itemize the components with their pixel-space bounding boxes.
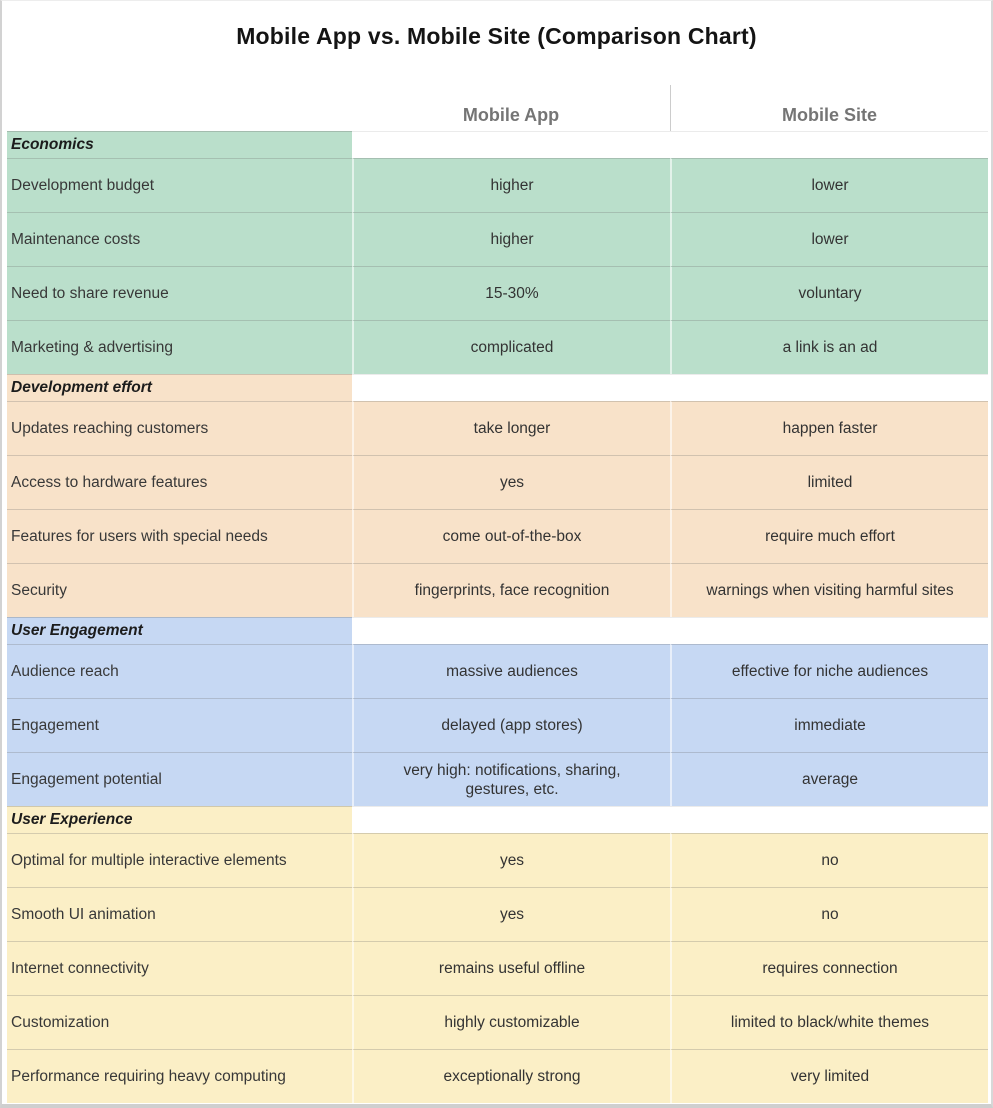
section-name-cell: Development effort — [7, 374, 352, 401]
site-value-cell: a link is an ad — [670, 320, 988, 374]
row-label-cell: Performance requiring heavy computing — [7, 1049, 352, 1103]
row-label-cell: Customization — [7, 995, 352, 1049]
table-row — [7, 833, 988, 887]
app-value-cell: take longer — [352, 401, 670, 455]
table-row — [7, 563, 988, 617]
site-value-cell: average — [670, 752, 988, 806]
row-label-cell: Access to hardware features — [7, 455, 352, 509]
site-value-cell: warnings when visiting harmful sites — [670, 563, 988, 617]
site-value-cell: no — [670, 833, 988, 887]
row-label-cell: Engagement potential — [7, 752, 352, 806]
row-label-cell: Internet connectivity — [7, 941, 352, 995]
site-value-cell: limited — [670, 455, 988, 509]
section-filler-cell — [670, 806, 988, 833]
app-value-cell: higher — [352, 212, 670, 266]
row-label-cell: Optimal for multiple interactive elements — [7, 833, 352, 887]
section-filler-cell — [352, 131, 670, 158]
site-value-cell: no — [670, 887, 988, 941]
app-value-cell: fingerprints, face recognition — [352, 563, 670, 617]
app-value-cell: yes — [352, 887, 670, 941]
table-row — [7, 752, 988, 806]
app-value-cell: massive audiences — [352, 644, 670, 698]
app-value-cell: highly customizable — [352, 995, 670, 1049]
row-label-cell: Development budget — [7, 158, 352, 212]
row-label-cell: Updates reaching customers — [7, 401, 352, 455]
site-value-cell: requires connection — [670, 941, 988, 995]
app-value-cell: very high: notifications, sharing, gestures, etc. — [352, 752, 670, 806]
site-value-cell: immediate — [670, 698, 988, 752]
section-name-cell: User Experience — [7, 806, 352, 833]
site-value-cell: limited to black/white themes — [670, 995, 988, 1049]
section-filler-cell — [352, 806, 670, 833]
row-label-cell: Security — [7, 563, 352, 617]
row-label-cell: Need to share revenue — [7, 266, 352, 320]
section-header-row — [7, 131, 988, 158]
table-row — [7, 158, 988, 212]
table-row — [7, 887, 988, 941]
app-value-cell: delayed (app stores) — [352, 698, 670, 752]
section-filler-cell — [352, 374, 670, 401]
row-label-cell: Features for users with special needs — [7, 509, 352, 563]
row-label-cell: Engagement — [7, 698, 352, 752]
app-value-cell: yes — [352, 455, 670, 509]
row-label-cell: Maintenance costs — [7, 212, 352, 266]
section-filler-cell — [670, 131, 988, 158]
column-header-empty-cell — [7, 85, 352, 131]
table-row — [7, 266, 988, 320]
table-row — [7, 995, 988, 1049]
app-value-cell: 15-30% — [352, 266, 670, 320]
section-filler-cell — [670, 374, 988, 401]
site-value-cell: voluntary — [670, 266, 988, 320]
table-row — [7, 509, 988, 563]
table-row — [7, 698, 988, 752]
table-row — [7, 212, 988, 266]
site-value-cell: lower — [670, 158, 988, 212]
app-value-cell: yes — [352, 833, 670, 887]
table-row — [7, 941, 988, 995]
row-label-cell: Audience reach — [7, 644, 352, 698]
table-row — [7, 401, 988, 455]
table-row — [7, 644, 988, 698]
section-filler-cell — [352, 617, 670, 644]
app-value-cell: remains useful offline — [352, 941, 670, 995]
section-name-cell: User Engagement — [7, 617, 352, 644]
site-value-cell: effective for niche audiences — [670, 644, 988, 698]
comparison-table — [7, 85, 988, 1103]
section-filler-cell — [670, 617, 988, 644]
app-value-cell: come out-of-the-box — [352, 509, 670, 563]
column-header-mobile-site: Mobile Site — [670, 85, 988, 131]
row-label-cell: Marketing & advertising — [7, 320, 352, 374]
table-row — [7, 320, 988, 374]
column-header-row — [7, 85, 988, 131]
column-header-mobile-app: Mobile App — [462, 105, 560, 125]
app-value-cell: complicated — [352, 320, 670, 374]
table-row — [7, 1049, 988, 1103]
site-value-cell: require much effort — [670, 509, 988, 563]
section-name-cell: Economics — [7, 131, 352, 158]
section-header-row — [7, 374, 988, 401]
app-value-cell: exceptionally strong — [352, 1049, 670, 1103]
site-value-cell: happen faster — [670, 401, 988, 455]
section-header-row — [7, 806, 988, 833]
page-title: Mobile App vs. Mobile Site (Comparison Chart) — [236, 23, 757, 49]
app-value-cell: higher — [352, 158, 670, 212]
section-header-row — [7, 617, 988, 644]
row-label-cell: Smooth UI animation — [7, 887, 352, 941]
site-value-cell: lower — [670, 212, 988, 266]
table-row — [7, 455, 988, 509]
site-value-cell: very limited — [670, 1049, 988, 1103]
